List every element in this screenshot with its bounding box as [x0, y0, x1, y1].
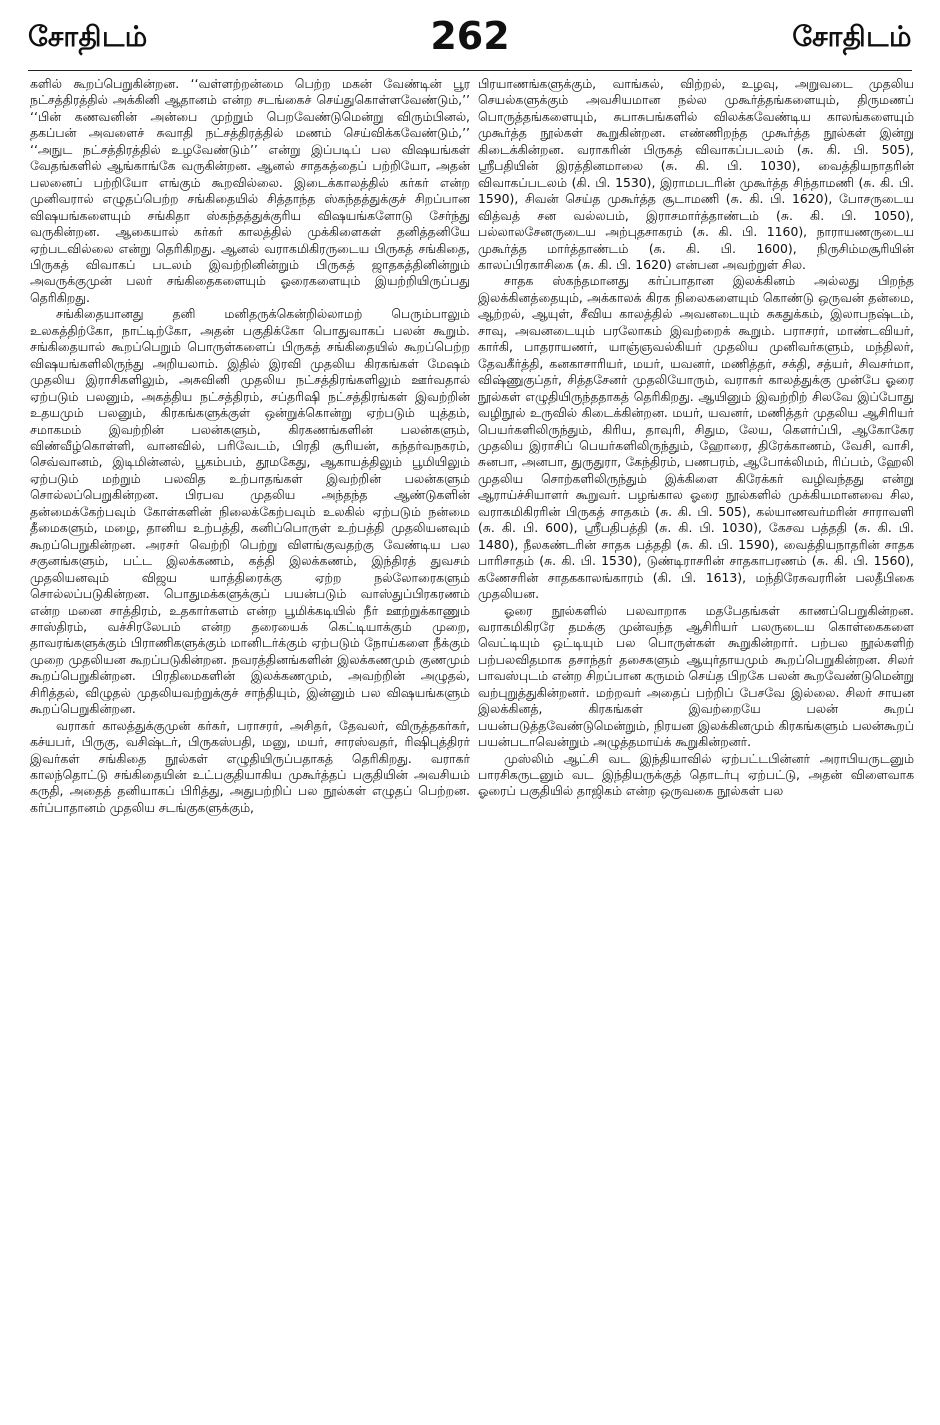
- running-title-left: சோதிடம்: [28, 20, 148, 53]
- page-number: 262: [430, 14, 510, 58]
- paragraph: வராகர் காலத்துக்குமுன் கர்கர், பராசரர், அசிதர், தேவலர், விருத்தகர்கர், கச்யபர், பிருகு, வசிஷ்டர், பிருகஸ்பதி, மனு, மயர், சாரஸ்வதர், ரிஷிபுத்திரர் இவர்கள் சங்கிதை நூல்கள் எழுதியிருப்பதாகத் தெரிகிறது. வராகர் காலந்தொட்டு சங்கிதையின் உட்பகுதியாகிய முகூர்த்தப் பகுதியின் அவசியம் கருதி, அதைத் தனியாகப் பிரித்து, அதுபற்றிப் பல நூல்கள் எழுதப் பெற்றன. கர்ப்பாதானம் முதலிய சடங்குகளுக்கும்,: [30, 717, 470, 815]
- paragraph: சாதக ஸ்கந்தமானது கர்ப்பாதான இலக்கினம் அல்லது பிறந்த இலக்கினத்தையும், அக்காலக் கிரக நிலைகளையும் கொண்டு ஒருவன் தன்மை, ஆற்றல், ஆயுள், சீவிய காலத்தில் அவனடையும் சுகதுக்கம், இலாபநஷ்டம், சாவு, அவனடையும் பரலோகம் இவற்றைக் கூறும். பராசரர், மாண்டவியர், கார்கி, பாதராயணர், யாஞ்ஞவல்கியர் முதலிய முனிவர்களும், மந்திலர், தேவகீர்த்தி, கனகாசாரியர், மயர், யவனர், மணித்தர், சக்தி, சத்யர், சிவசர்மா, விஷ்ணுகுப்தர், சித்தசேனர் முதலியோரும், வராகர் காலத்துக்கு முன்பே ஓரை நூல்கள் எழுதியிருந்ததாகத் தெரிகிறது. ஆயினும் இவற்றிற் சிலவே இப்போது வழிநூல் உருவில் கிடைக்கின்றன. மயர், யவனர், மணித்தர் முதலிய ஆசிரியர் பெயர்களிலிருந்தும், கிரிய, தாவுரி, சிதும, லேய, கௌர்ப்பி, ஆகோகேர முதலிய இராசிப் பெயர்களிலிருந்தும், ஹோரை, திரேக்காணம், வேசி, வாசி, சுனபா, அனபா, துருதுரா, கேந்திரம், பணபரம், ஆபோக்லிமம், ரிப்பம், ஹேலி முதலிய சொற்களிலிருந்தும் இக்கிளை கிரேக்கர் வழிவந்தது என்று ஆராய்ச்சியாளர் கூறுவர். பழங்கால ஓரை நூல்களில் முக்கியமானவை சில, வராகமிகிரரின் பிருகத் சாதகம் (சு. கி. பி. 505), கல்யாணவர்மரின் சாராவளி (சு. கி. பி. 600), ஸ்ரீபதிபத்தி (சு. கி. பி. 1030), கேசவ பத்ததி (சு. கி. பி. 1480), நீலகண்டரின் சாதக பத்ததி (சு. கி. பி. 1590), வைத்தியநாதரின் சாதக பாரிசாதம் (சு. கி. பி. 1530), டுண்டிராசரின் சாதகாபரணம் (சு. கி. பி. 1560), கணேசரின் சாதககாலங்காரம் (கி. பி. 1613), மந்திரேசுவரரின் பலதீபிகை முதலியன.: [478, 273, 914, 602]
- left-column: [30, 76, 470, 1411]
- page-header: [28, 14, 912, 62]
- right-column: [478, 76, 914, 1411]
- running-title-right: சோதிடம்: [792, 20, 912, 53]
- paragraph: சங்கிதையானது தனி மனிதருக்கென்றில்லாமற் பெரும்பாலும் உலகத்திற்கோ, நாட்டிற்கோ, அதன் பகுதிக்கோ பொதுவாகப் பலன் கூறும். சங்கிதையால் கூறப்பெறும் பொருள்களைப் பிருகத் சங்கிதையில் கூறப்பெற்ற விஷயங்களிலிருந்து அறியலாம். இதில் இரவி முதலிய கிரகங்கள் மேஷம் முதலிய இராசிகளிலும், அசுவினி முதலிய நட்சத்திரங்களிலும் ஊர்வதால் ஏற்படும் பலனும், அகத்திய நட்சத்திரம், சப்தரிஷி நட்சத்திரங்கள் இவற்றின் உதயமும் பலனும், கிரகங்களுக்குள் ஒன்றுக்கொன்று ஏற்படும் யுத்தம், சமாகமம் இவற்றின் பலன்களும், கிரகணங்களின் பலன்களும், விண்வீழ்கொள்ளி, வானவில், பரிவேடம், பிரதி சூரியன், கந்தர்வநகரம், செவ்வானம், இடிமின்னல், பூகம்பம், தூமகேது, ஆகாயத்திலும் பூமியிலும் ஏற்படும் மற்றும் பலவித உற்பாதங்கள் இவற்றின் பலன்களும் சொல்லப்பெறுகின்றன. பிரபவ முதலிய அந்தந்த ஆண்டுகளின் தன்மைக்கேற்பவும் கோள்களின் நிலைக்கேற்பவும் உலகில் ஏற்படும் நன்மை தீமைகளும், மழை, தானிய உற்பத்தி, கனிப்பொருள் உற்பத்தி முதலியனவும் கூறப்பெறுகின்றன. அரசர் வெற்றி பெற்று விளங்குவதற்கு வேண்டிய பல சகுனங்களும், பட்ட இலக்கணம், கத்தி இலக்கணம், இந்திரத் துவசம் முதலியனவும் விஜய யாத்திரைக்கு ஏற்ற நல்லோரைகளும் சொல்லப்படுகின்றன. பொதுமக்களுக்குப் பயன்படும் வாஸ்துப்பிரகரணம் என்ற மனை சாத்திரம், உதகார்களம் என்ற பூமிக்கடியில் நீர் ஊற்றுக்காணும் சாஸ்திரம், வச்சிரலேபம் என்ற தரையைக் கெட்டியாக்கும் முறை, தாவரங்களுக்கும் பிராணிகளுக்கும் மானிடர்க்கும் ஏற்படும் நோய்களை நீக்கும் முறை முதலியன கூறப்படுகின்றன. நவரத்தினங்களின் இலக்கணமும் குணமும் கூறப்பெறுகின்றன. பிரதிமைகளின் இலக்கணமும், அவற்றின் அழுதல், சிரித்தல், விழுதல் முதலியவற்றுக்குச் சாந்தியும், இன்னும் பல விஷயங்களும் கூறப்பெறுகின்றன.: [30, 306, 470, 717]
- paragraph: ஓரை நூல்களில் பலவாறாக மதபேதங்கள் காணப்பெறுகின்றன. வராகமிகிரரே தமக்கு முன்வந்த ஆசிரியர் பலருடைய கொள்கைகளை வெட்டியும் ஒட்டியும் பல பொருள்கள் கூறுகின்றார். பற்பல நூல்களிற் பற்பலவிதமாக தசாந்தர் தசைகளும் ஆயுர்தாயமும் கூறப்பெறுகின்றன. சிலர் பாவஸ்புடம் என்ற சிறப்பான கருமம் செய்த பிறகே பலன் கூறவேண்டுமென்று வற்புறுத்துகின்றனர். மற்றவர் அதைப் பற்றிப் பேசவே இல்லை. சிலர் சாயன இலக்கினத், கிரகங்கள் இவற்றையே பலன் கூறப் பயன்படுத்தவேண்டுமென்றும், நிரயன இலக்கினமும் கிரகங்களும் பலன்கூறப் பயன்படாவென்றும் அழுத்தமாய்க் கூறுகின்றனர்.: [478, 602, 914, 750]
- paragraph: முஸ்லிம் ஆட்சி வட இந்தியாவில் ஏற்பட்டபின்னர் அராபியருடனும் பாரசிகருடனும் வட இந்தியருக்குத் தொடர்பு ஏற்பட்டு, அதன் விளைவாக ஓரைப் பகுதியில் தாஜிகம் என்ற ஒருவகை நூல்கள் பல: [478, 750, 914, 799]
- paragraph: பிரயாணங்களுக்கும், வாங்கல், விற்றல், உழவு, அறுவடை முதலிய செயல்களுக்கும் அவசியமான நல்ல முகூர்த்தங்களையும், திருமணப் பொருத்தங்களையும், சுபாசுபங்களில் விலக்கவேண்டிய காலங்களையும் முகூர்த்த நூல்கள் கூறுகின்றன. எண்ணிறந்த முகூர்த்த நூல்கள் இன்று கிடைக்கின்றன. வராகரின் பிருகத் விவாகப்படலம் (சு. கி. பி. 505), ஸ்ரீபதியின் இரத்தினமாலை (சு. கி. பி. 1030), வைத்தியநாதரின் விவாகப்படலம் (கி. பி. 1530), இராமபடரின் முகூர்த்த சிந்தாமணி (சு. கி. பி. 1590), சிவன் செய்த முகூர்த்த சூடாமணி (சு. கி. பி. 1620), போசருடைய வித்வத் சன வல்லபம், இராசமார்த்தாண்டம் (சு. கி. பி. 1050), பல்லாலசேனருடைய அற்புதசாகரம் (சு. கி. பி. 1160), நாராயணருடைய முகூர்த்த மார்த்தாண்டம் (சு. கி. பி. 1600), நிருசிம்மசூரியின் காலப்பிரகாசிகை (சு. கி. பி. 1620) என்பன அவற்றுள் சில.: [478, 76, 914, 272]
- header-rule: [28, 70, 912, 71]
- paragraph: களில் கூறப்பெறுகின்றன. ‘‘வள்ளற்றன்மை பெற்ற மகன் வேண்டின் பூர நட்சத்திரத்தில் அக்கினி ஆதானம் என்ற சடங்கைச் செய்துகொள்ளவேண்டும்,’’ ‘‘பின் கணவனின் அன்பை முற்றும் பெறவேண்டுமென்று விரும்பினல், தகப்பன் அவளைச் சுவாதி நட்சத்திரத்தில் மணம் செய்விக்கவேண்டும்,’’ ‘‘அநுட நட்சத்திரத்தில் உழவேண்டும்’’ என்று இப்படிப் பல விஷயங்கள் வேதங்களில் ஆங்காங்கே வருகின்றன. ஆனல் சாதகத்தைப் பற்றியோ, அதன் பலனைப் பற்றியோ எங்கும் கூறவில்லை. இடைக்காலத்தில் கர்கர் என்ற முனிவரால் எழுதப்பெற்ற சங்கிதையில் சித்தாந்த ஸ்கந்தத்துக்குச் சிறப்பான விஷயங்களையும் சங்கிதா ஸ்கந்தத்துக்குரிய விஷயங்களோடு சேர்ந்து வருகின்றன. ஆகையால் கர்கர் காலத்தில் முக்கிளைகள் தனித்தனியே ஏற்படவில்லை என்று தெரிகிறது. ஆனல் வராகமிகிரருடைய பிருகத் சங்கிதை, பிருகத் விவாகப் படலம் இவற்றினின்றும் பிருகத் ஜாதகத்தினின்றும் அவருக்குமுன் பலர் சங்கிதைகளையும் ஓரைகளையும் இயற்றியிருப்பது தெரிகிறது.: [30, 76, 470, 305]
